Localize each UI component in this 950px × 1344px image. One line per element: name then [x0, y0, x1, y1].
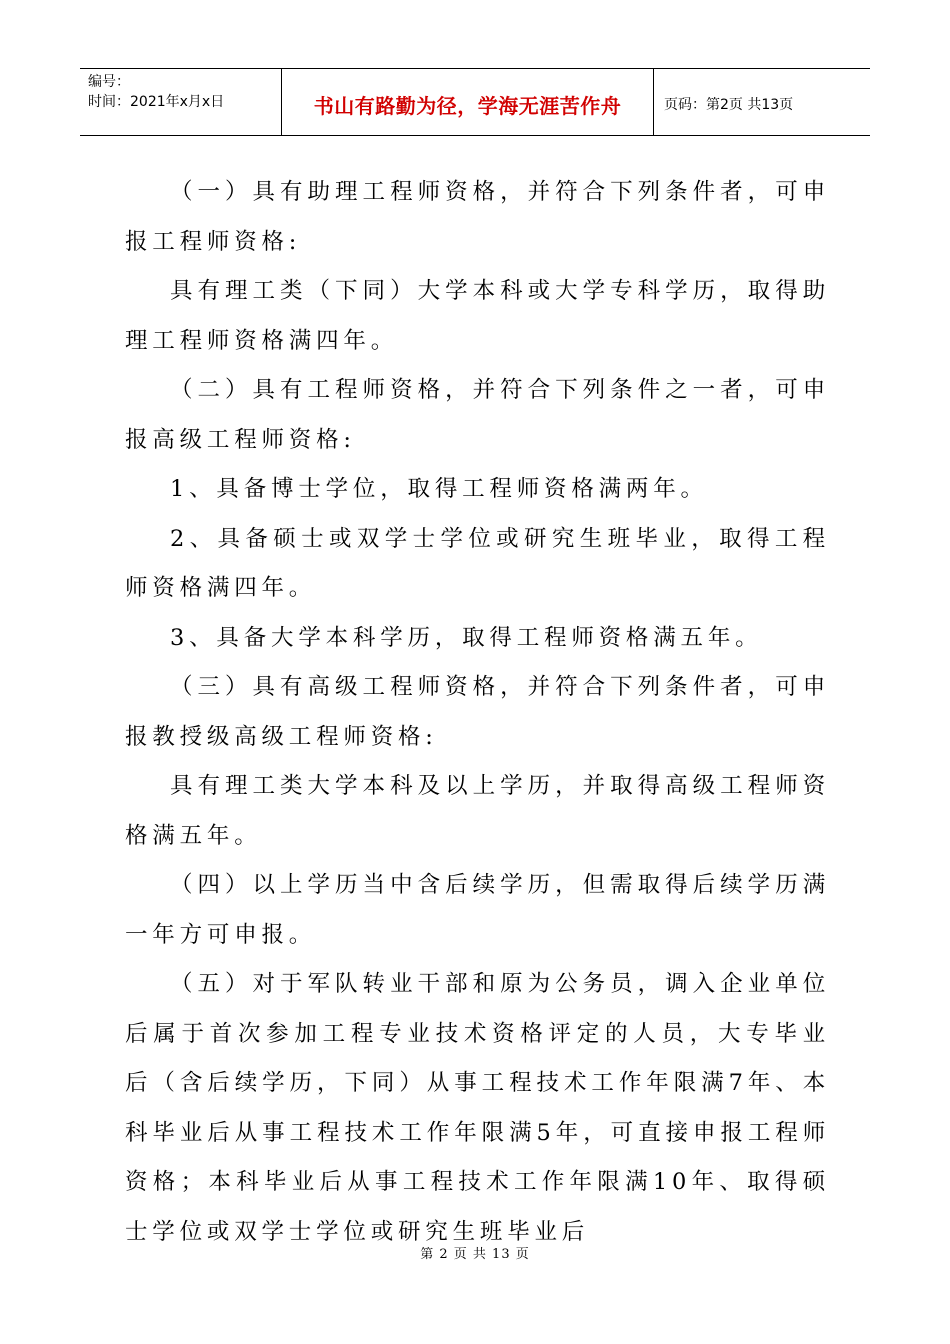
paragraph: （五）对于军队转业干部和原为公务员，调入企业单位后属于首次参加工程专业技术资格评定的人员，大专毕业后（含后续学历，下同）从事工程技术工作年限满7年、本科毕业后从事工程技术工作年限满5年，可直接申报工程师资格；本科毕业后从事工程技术工作年限满10年、取得硕士学位或双学士学位或研究生班毕业后	[125, 971, 830, 1245]
paragraph: （三）具有高级工程师资格，并符合下列条件者，可申报教授级高级工程师资格:	[125, 674, 830, 750]
header-middle-cell	[282, 69, 654, 135]
paragraph: 具有理工类（下同）大学本科或大学专科学历，取得助理工程师资格满四年。	[125, 278, 830, 354]
header-right-cell	[654, 69, 870, 135]
document-body	[125, 168, 830, 1257]
paragraph: （二）具有工程师资格，并符合下列条件之一者，可申报高级工程师资格:	[125, 377, 830, 453]
header-left-cell	[80, 69, 282, 135]
page-footer: 第 2 页 共 13 页	[420, 1247, 530, 1262]
paragraph: 2、具备硕士或双学士学位或研究生班毕业，取得工程师资格满四年。	[125, 525, 830, 601]
paragraph: （四）以上学历当中含后续学历，但需取得后续学历满一年方可申报。	[125, 872, 830, 948]
time-label: 时间：2021年x月x日	[88, 94, 225, 110]
page-number-label: 页码：第2页 共13页	[664, 96, 794, 113]
paragraph: 具有理工类大学本科及以上学历，并取得高级工程师资格满五年。	[125, 773, 830, 849]
header-motto: 书山有路勤为径，学海无涯苦作舟	[313, 93, 622, 118]
paragraph: 3、具备大学本科学历，取得工程师资格满五年。	[170, 624, 763, 651]
paragraph: （一）具有助理工程师资格，并符合下列条件者，可申报工程师资格:	[125, 179, 830, 255]
document-header	[80, 68, 870, 136]
paragraph: 1、具备博士学位，取得工程师资格满两年。	[170, 476, 708, 502]
doc-number-label: 编号：	[88, 74, 130, 90]
